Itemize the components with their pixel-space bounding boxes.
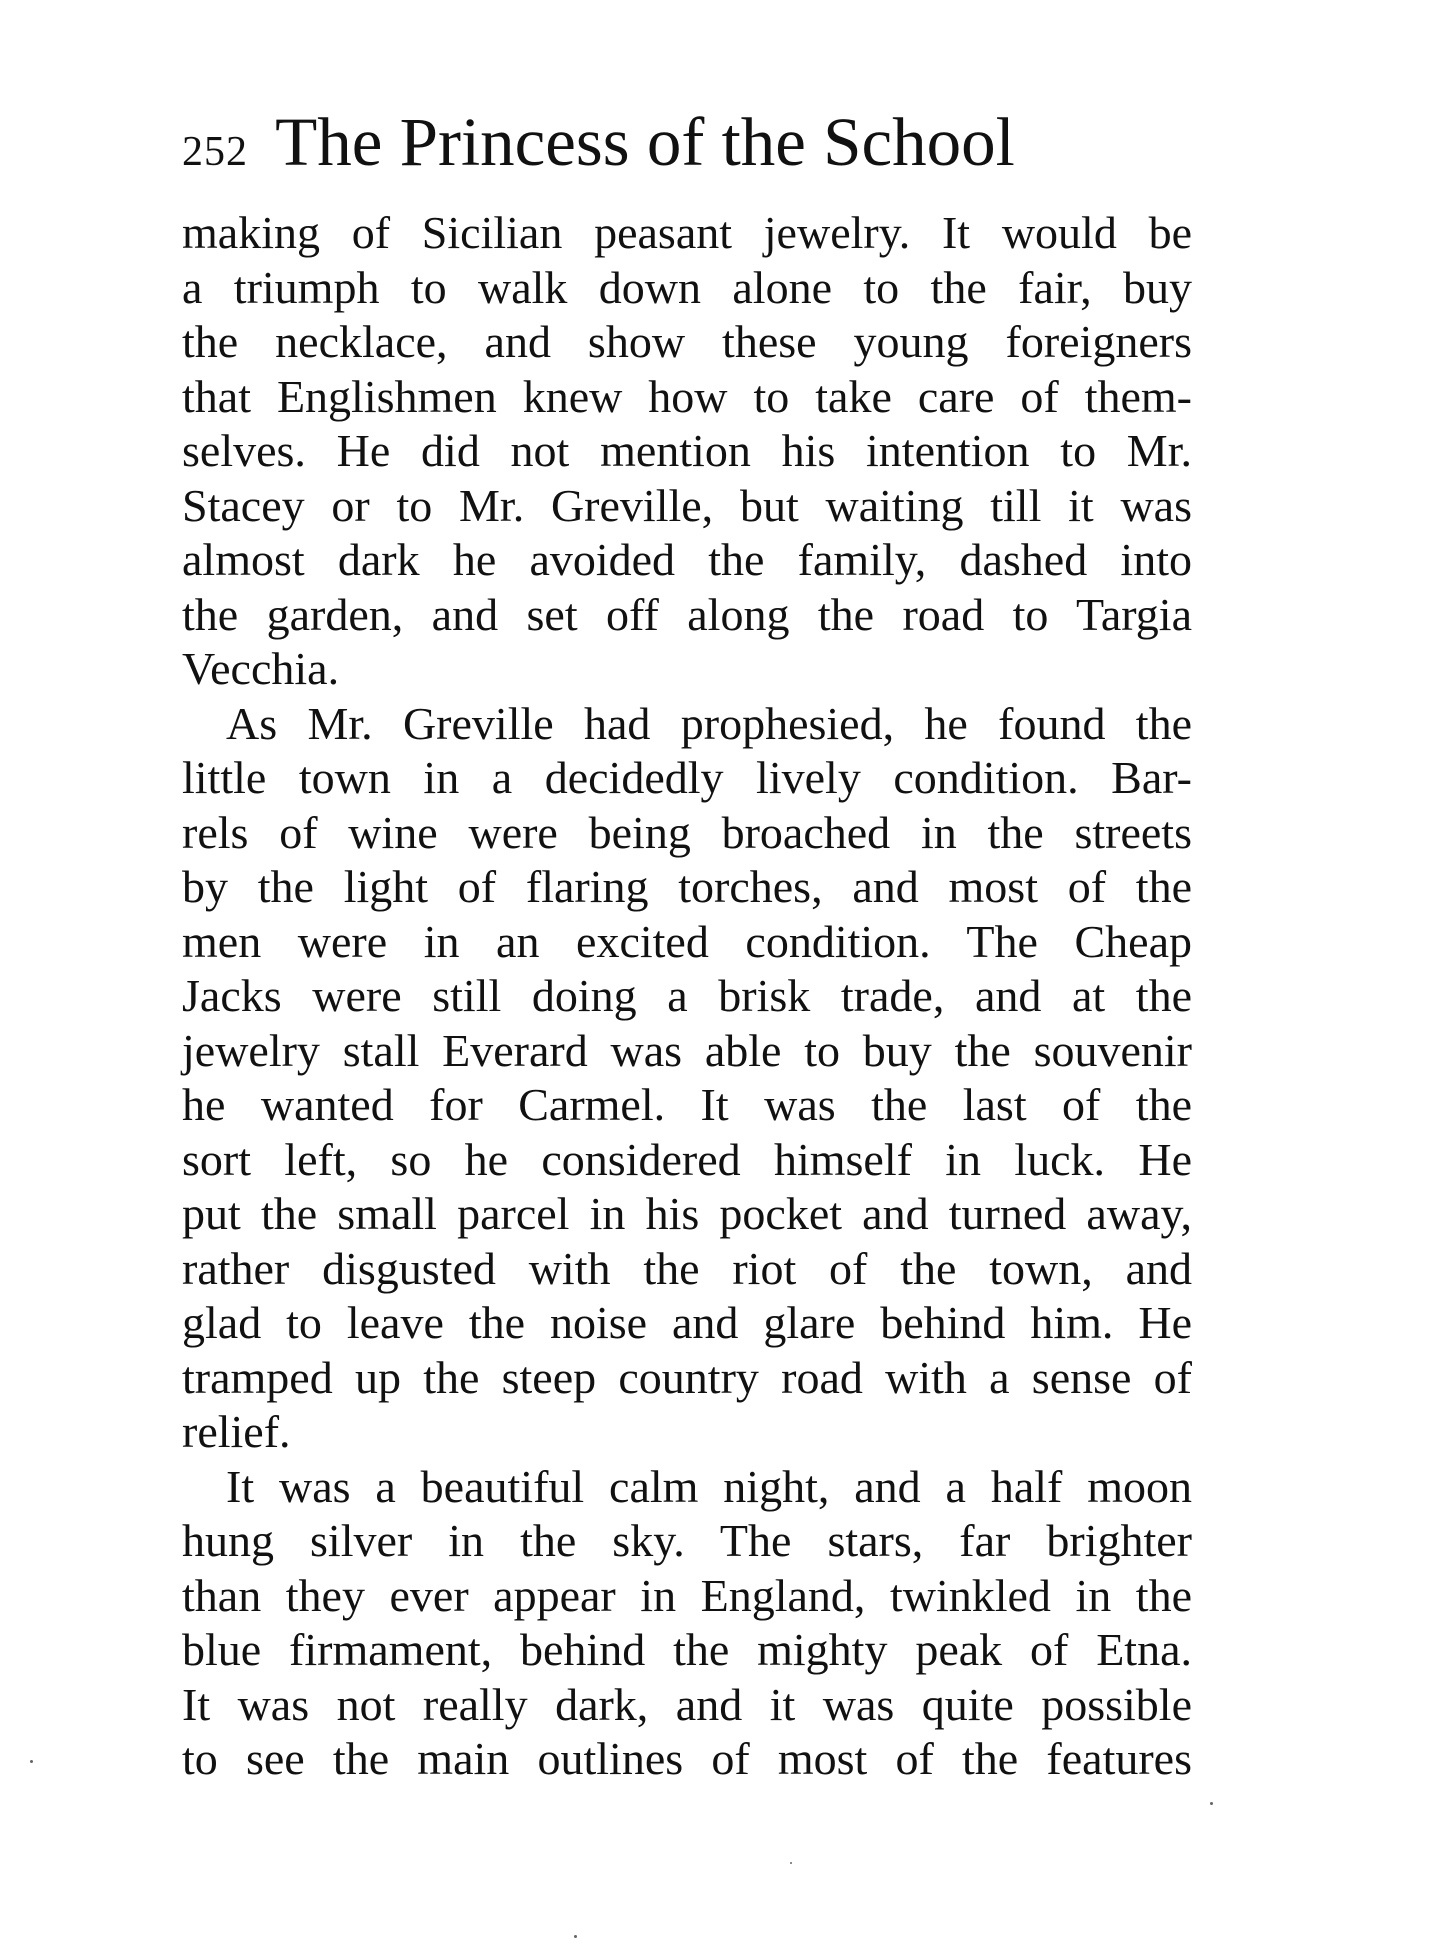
text-line: making of Sicilian peasant jewelry. It would be [182,207,1192,258]
body-text [182,206,1192,1787]
text-line: rather disgusted with the riot of the town, and [182,1242,1192,1294]
paragraph-start-line: As Mr. Greville had prophesied, he found the [226,697,1192,749]
scan-speck [790,1862,792,1864]
text-line: that Englishmen knew how to take care of them- [182,370,1192,422]
text-line: Jacks were still doing a brisk trade, and at the [182,970,1192,1021]
text-line: than they ever appear in England, twinkled in the [182,1569,1192,1621]
text-line: almost dark he avoided the family, dashed into [182,534,1192,585]
text-line: by the light of flaring torches, and most of the [182,861,1192,912]
text-line: men were in an excited condition. The Cheap [182,915,1192,967]
scan-speck [30,1760,33,1763]
text-line: relief. [182,1406,291,1457]
page-number: 252 [182,129,248,175]
text-line: put the small parcel in his pocket and turned away, [182,1188,1192,1239]
text-line: Stacey or to Mr. Greville, but waiting till it was [182,479,1192,531]
text-line: It was not really dark, and it was quite possible [182,1678,1192,1730]
text-line: sort left, so he considered himself in luck. He [182,1133,1192,1185]
text-line: blue firmament, behind the mighty peak of Etna. [182,1624,1192,1675]
scan-speck [1210,1802,1213,1805]
text-line: the necklace, and show these young foreigners [182,316,1192,367]
text-line: a triumph to walk down alone to the fair, buy [182,261,1192,313]
text-line: he wanted for Carmel. It was the last of the [182,1079,1192,1130]
running-title: The Princess of the School [275,104,1015,180]
text-line: Vecchia. [182,643,340,694]
text-line: rels of wine were being broached in the streets [182,806,1192,858]
text-line: jewelry stall Everard was able to buy the souvenir [182,1024,1192,1076]
text-line: selves. He did not mention his intention to Mr. [182,425,1192,476]
text-line: to see the main outlines of most of the features [182,1733,1192,1784]
paragraph-start-line: It was a beautiful calm night, and a half moon [226,1460,1192,1512]
scan-speck [574,1935,577,1938]
text-line: hung silver in the sky. The stars, far brighter [182,1515,1192,1566]
text-line: little town in a decidedly lively condition. Bar- [182,752,1192,803]
text-line: glad to leave the noise and glare behind him. He [182,1297,1192,1348]
text-line: tramped up the steep country road with a sense of [182,1351,1192,1403]
page-header [182,102,1015,182]
text-line: the garden, and set off along the road to Targia [182,588,1192,640]
